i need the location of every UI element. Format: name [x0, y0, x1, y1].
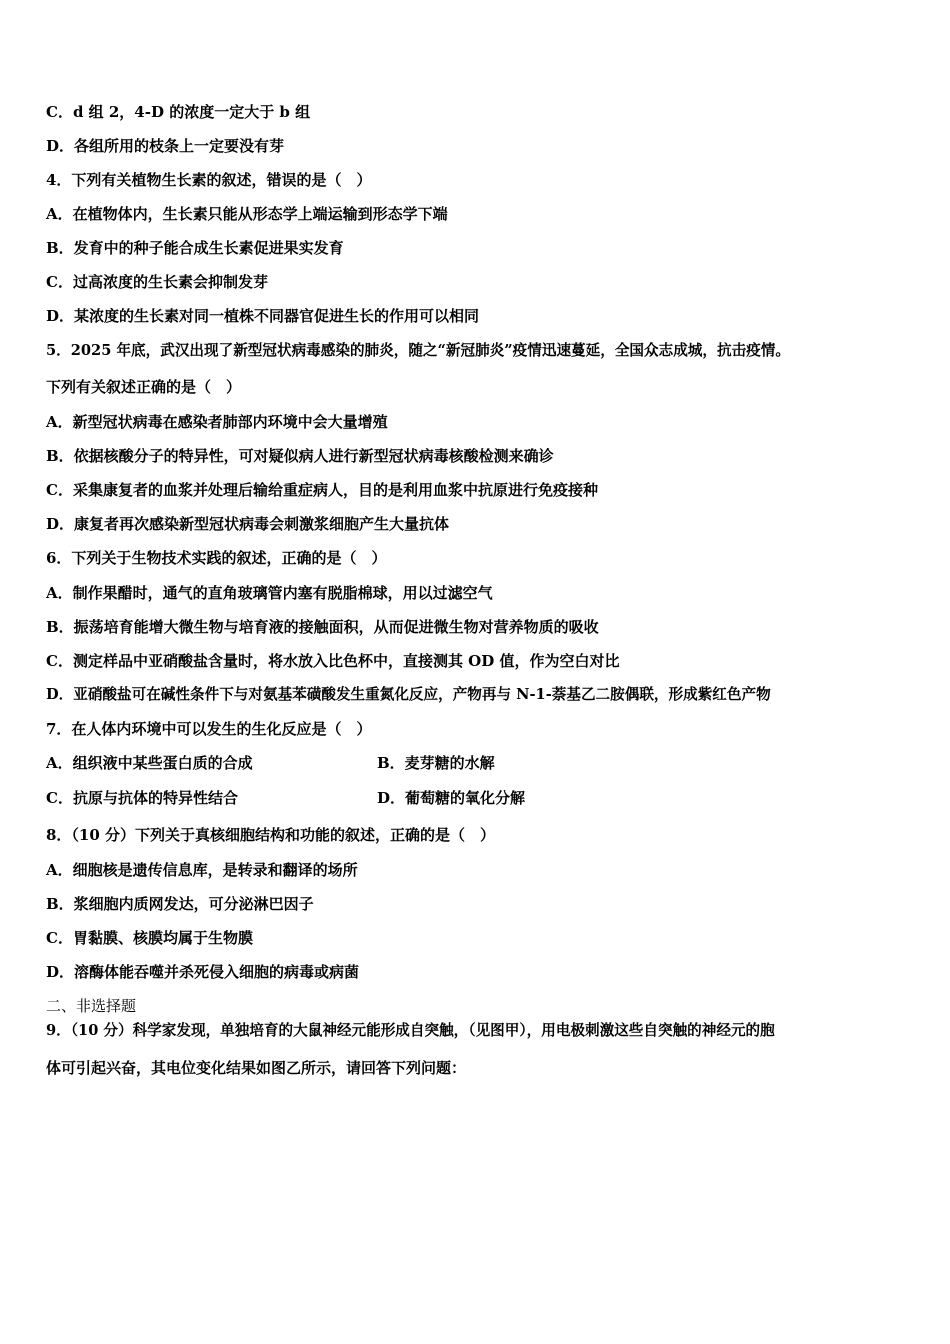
q4-option-c: C．过高浓度的生长素会抑制发芽: [46, 273, 268, 291]
q7-option-b: B．麦芽糖的水解: [377, 754, 495, 772]
q4-option-a: A．在植物体内，生长素只能从形态学上端运输到形态学下端: [46, 205, 448, 223]
q8-option-a: A．细胞核是遗传信息库，是转录和翻译的场所: [46, 861, 358, 879]
q7-stem: 7．在人体内环境中可以发生的生化反应是（ ）: [46, 720, 372, 738]
q8-option-b: B．浆细胞内质网发达，可分泌淋巴因子: [46, 895, 314, 913]
q8-option-d: D．溶酶体能吞噬并杀死侵入细胞的病毒或病菌: [46, 963, 360, 981]
q8-option-c: C．胃黏膜、核膜均属于生物膜: [46, 929, 253, 947]
q4-option-b: B．发育中的种子能合成生长素促进果实发育: [46, 239, 344, 257]
q9-stem-line1: 9．（10 分）科学家发现，单独培育的大鼠神经元能形成自突触，（见图甲），用电极刺激这些自突触的神经元的胞: [46, 1022, 775, 1039]
q7-option-a: A．组织液中某些蛋白质的合成: [46, 754, 253, 772]
q7-option-c: C．抗原与抗体的特异性结合: [46, 789, 238, 807]
q4-option-d: D．某浓度的生长素对同一植株不同器官促进生长的作用可以相同: [46, 307, 480, 325]
q6-option-c: C．测定样品中亚硝酸盐含量时，将水放入比色杯中，直接测其 OD 值，作为空白对比: [46, 652, 620, 670]
q7-option-d: D．葡萄糖的氧化分解: [377, 789, 526, 807]
q6-option-b: B．振荡培育能增大微生物与培育液的接触面积，从而促进微生物对营养物质的吸收: [46, 618, 599, 636]
q5-option-c: C．采集康复者的血浆并处理后输给重症病人，目的是利用血浆中抗原进行免疫接种: [46, 481, 598, 499]
q5-option-d: D．康复者再次感染新型冠状病毒会刺激浆细胞产生大量抗体: [46, 515, 450, 533]
q6-option-d: D．亚硝酸盐可在碱性条件下与对氨基苯磺酸发生重氮化反应，产物再与 N-1-萘基乙二胺偶联，形成紫红色产物: [46, 686, 771, 703]
q5-stem-line1: 5．2025 年底，武汉出现了新型冠状病毒感染的肺炎，随之“新冠肺炎”疫情迅速蔓延，全国众志成城，抗击疫情。: [46, 342, 790, 359]
q3-option-c: C．d 组 2，4-D 的浓度一定大于 b 组: [46, 103, 311, 121]
q5-stem-line2: 下列有关叙述正确的是（ ）: [46, 378, 242, 396]
q6-option-a: A．制作果醋时，通气的直角玻璃管内塞有脱脂棉球，用以过滤空气: [46, 584, 493, 602]
q8-stem: 8．（10 分）下列关于真核细胞结构和功能的叙述，正确的是（ ）: [46, 826, 496, 844]
q5-option-a: A．新型冠状病毒在感染者肺部内环境中会大量增殖: [46, 413, 388, 431]
q3-option-d: D．各组所用的枝条上一定要没有芽: [46, 137, 285, 155]
q6-stem: 6．下列关于生物技术实践的叙述，正确的是（ ）: [46, 549, 387, 567]
section-title: 二、非选择题: [46, 997, 137, 1015]
q9-stem-line2: 体可引起兴奋，其电位变化结果如图乙所示，请回答下列问题：: [46, 1059, 467, 1077]
q5-option-b: B．依据核酸分子的特异性，可对疑似病人进行新型冠状病毒核酸检测来确诊: [46, 447, 554, 465]
q4-stem: 4．下列有关植物生长素的叙述，错误的是（ ）: [46, 171, 372, 189]
